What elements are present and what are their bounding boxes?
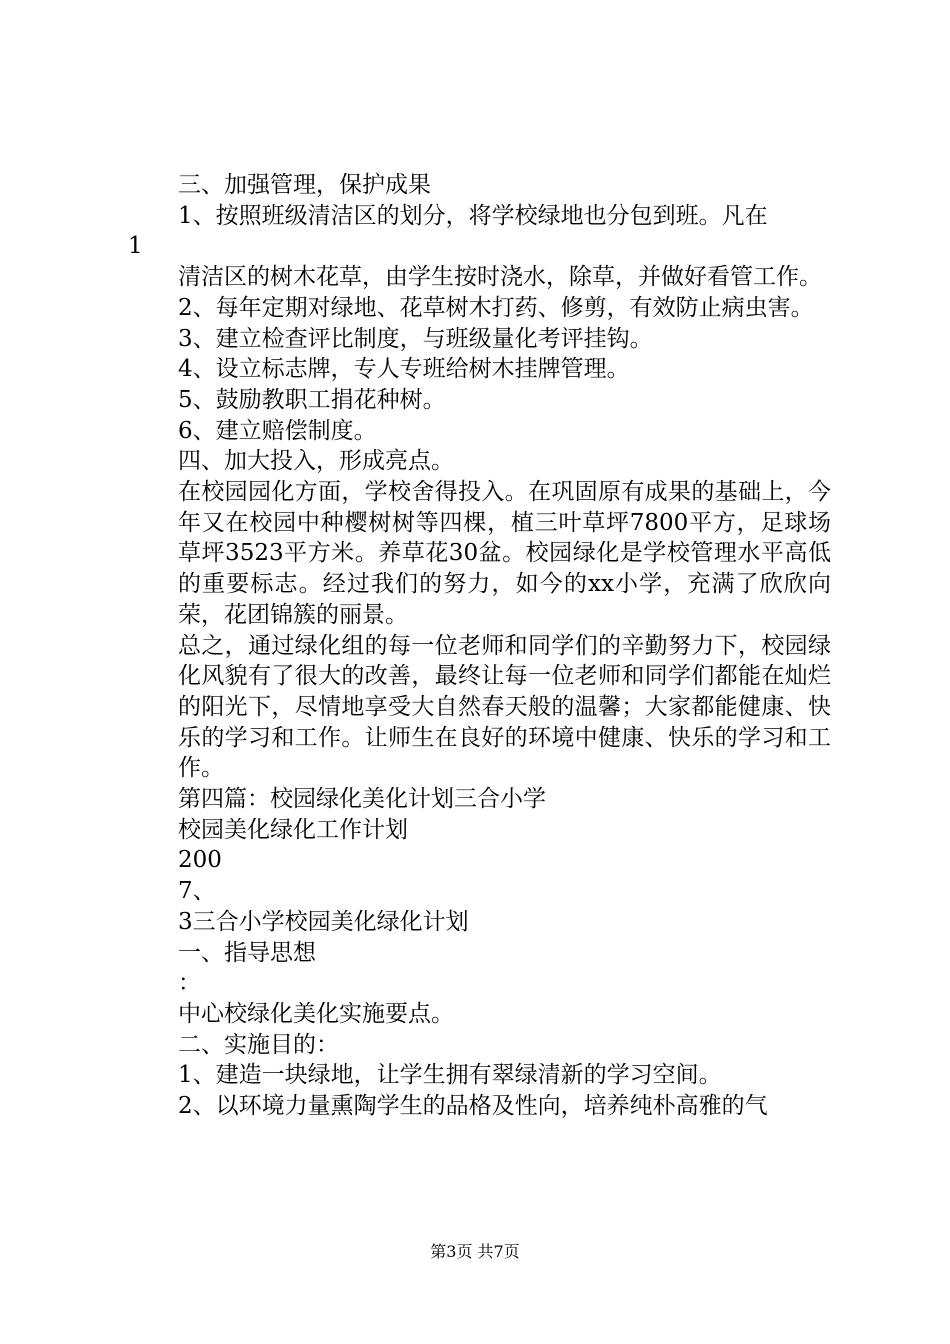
section-heading-4: 四、加大投入，形成亮点。 — [178, 448, 454, 475]
paragraph: 1、按照班级清洁区的划分，将学校绿地也分包到班。凡在 — [178, 202, 768, 229]
paragraph: 200 — [178, 847, 222, 874]
paragraph: 2、以环境力量熏陶学生的品格及性向，培养纯朴高雅的气 — [178, 1093, 768, 1120]
document-body — [128, 170, 831, 1122]
paragraph: 2、每年定期对绿地、花草树木打药、修剪，有效防止病虫害。 — [178, 294, 814, 321]
paragraph: 3三合小学校园美化绿化计划 — [178, 908, 469, 935]
paragraph: 中心校绿化美化实施要点。 — [178, 1000, 454, 1027]
paragraph: 3、建立检查评比制度，与班级量化考评挂钩。 — [178, 325, 653, 352]
paragraph: 6、建立赔偿制度。 — [178, 417, 377, 444]
paragraph: 总之，通过绿化组的每一位老师和同学们的辛勤努力下，校园绿化风貌有了很大的改善，最终让每一位老师和同学们都能在灿烂的阳光下，尽情地享受大自然春天般的温馨；大家都能健康、快乐的学习和工作。让师生在良好的环境中健康、快乐的学习和工作。 — [178, 632, 831, 782]
paragraph: 5、鼓励教职工捐花种树。 — [178, 386, 446, 413]
paragraph: 1 — [128, 233, 143, 260]
section-heading: 一、指导思想 — [178, 939, 316, 966]
section-heading: 二、实施目的： — [178, 1031, 339, 1058]
paragraph: 1、建造一块绿地，让学生拥有翠绿清新的学习空间。 — [178, 1062, 722, 1089]
paragraph: ： — [178, 970, 201, 997]
paragraph: 在校园园化方面，学校舍得投入。在巩固原有成果的基础上，今年又在校园中种樱树树等四棵，植三叶草坪7800平方，足球场草坪3523平方米。养草花30盆。校园绿化是学校管理水平高低的重要标志。经过我们的努力，如今的xx小学，充满了欣欣向荣，花团锦簇的丽景。 — [178, 479, 831, 628]
paragraph: 清洁区的树木花草，由学生按时浇水，除草，并做好看管工作。 — [178, 264, 822, 291]
paragraph: 校园美化绿化工作计划 — [178, 816, 408, 843]
paragraph: 7、 — [178, 878, 216, 905]
paragraph: 4、设立标志牌，专人专班给树木挂牌管理。 — [178, 356, 630, 383]
page-footer: 第3页 共7页 — [430, 1242, 520, 1261]
section-heading-3: 三、加强管理，保护成果 — [178, 172, 431, 198]
chapter-title: 第四篇：校园绿化美化计划三合小学 — [178, 786, 546, 813]
